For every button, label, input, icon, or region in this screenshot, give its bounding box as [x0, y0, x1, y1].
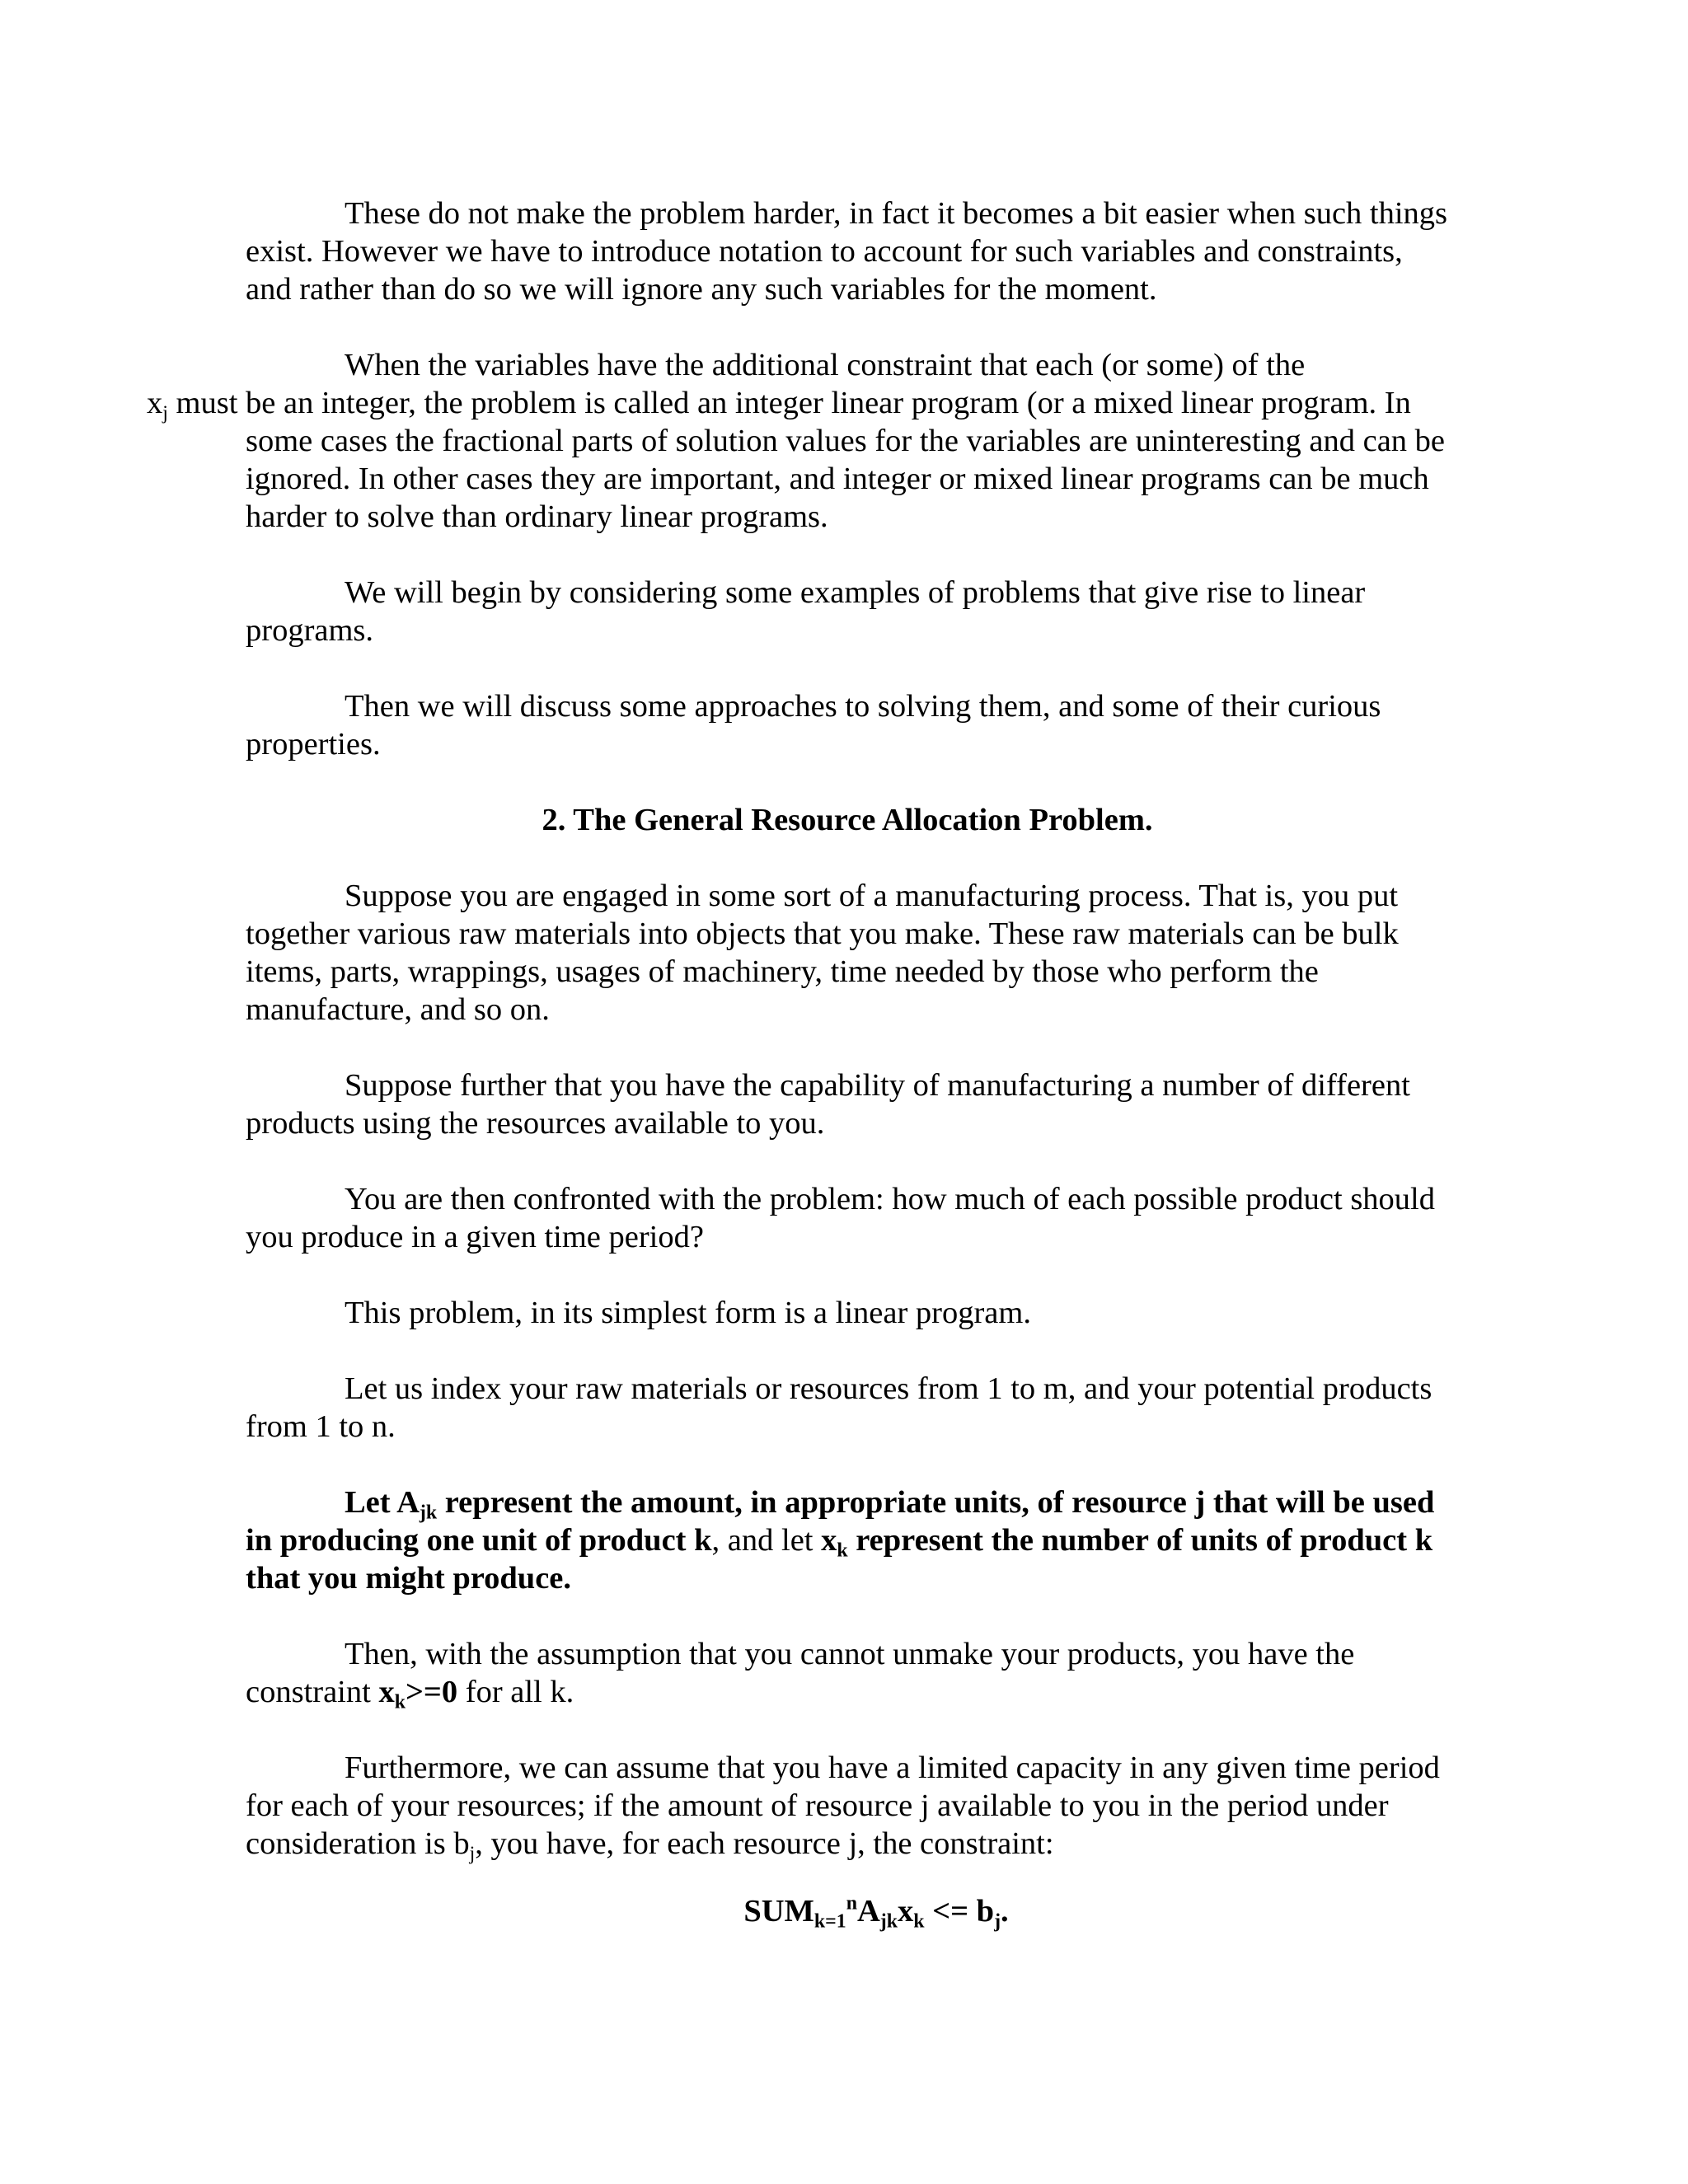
paragraph-7: [246, 1180, 1449, 1256]
formula-sum-lower-bound: k=1: [814, 1910, 846, 1933]
paragraph-10-text-c: , and let: [711, 1523, 822, 1558]
formula-period: .: [1001, 1894, 1009, 1929]
paragraph-4-text: Then we will discuss some approaches to solving them, and some of their curious properties.: [246, 689, 1381, 762]
formula-subscript-k: k: [913, 1910, 925, 1933]
formula-subscript-j: j: [994, 1910, 1001, 1933]
paragraph-6: [246, 1066, 1449, 1142]
paragraph-11: [246, 1635, 1449, 1711]
paragraph-10-text-d: represent the number of units of product k that you might produce.: [246, 1523, 1433, 1596]
formula-A: A: [856, 1894, 880, 1929]
subscript-k: k: [394, 1691, 406, 1713]
formula-leq-b: <= b: [924, 1894, 995, 1929]
formula-x: x: [898, 1894, 914, 1929]
subscript-k: k: [837, 1540, 848, 1562]
paragraph-2: [147, 346, 1449, 536]
formula-subscript-jk: jk: [879, 1910, 898, 1933]
paragraph-1: [246, 194, 1449, 308]
paragraph-2-text-a: When the variables have the additional constraint that each (or some) of the: [345, 348, 1306, 382]
variable-x: x: [147, 386, 163, 420]
paragraph-11-text-a: Then, with the assumption that you cannot unmake your products, you have the constraint: [246, 1637, 1355, 1709]
paragraph-4: [246, 687, 1449, 763]
subscript-j: j: [469, 1843, 476, 1865]
paragraph-12: [246, 1749, 1449, 1863]
variable-x: x: [821, 1523, 837, 1558]
paragraph-1-text: These do not make the problem harder, in fact it becomes a bit easier when such things exist. However we have to introduce notation to account for such variables and constraints, and rather than do so we will ignore any such variables for the moment.: [246, 196, 1448, 307]
paragraph-10: [246, 1483, 1449, 1597]
formula-sum-upper-bound: n: [846, 1892, 857, 1915]
paragraph-2-text-b: must be an integer, the problem is called an integer linear program (or a mixed linear program. In some cases the fractional parts of solution values for the variables are uninteresting and can be ignored. In other cases they are important, and integer or mixed linear programs can be much harder to solve than ordinary linear programs.: [167, 386, 1445, 534]
constraint-geq-zero: >=0: [405, 1675, 458, 1709]
paragraph-10-text-b: represent the amount, in appropriate units, of resource j that will be used in producing one unit of product k: [246, 1485, 1435, 1558]
variable-x: x: [378, 1675, 395, 1709]
paragraph-3: [246, 574, 1449, 649]
paragraph-7-text: You are then confronted with the problem: how much of each possible product should you produce in a given time period?: [246, 1182, 1436, 1254]
paragraph-9: [246, 1370, 1449, 1446]
document-page: [147, 194, 1449, 1933]
paragraph-9-text: Let us index your raw materials or resources from 1 to m, and your potential products from 1 to n.: [246, 1371, 1432, 1444]
paragraph-12-text-a: Furthermore, we can assume that you have a limited capacity in any given time period for each of your resources; if the amount of resource j available to you in the period under consideration is b: [246, 1750, 1440, 1861]
paragraph-8: [246, 1294, 1449, 1332]
paragraph-5: [246, 877, 1449, 1029]
subscript-j: j: [162, 402, 168, 424]
paragraph-6-text: Suppose further that you have the capability of manufacturing a number of different products using the resources available to you.: [246, 1068, 1410, 1141]
resource-constraint-formula: [246, 1892, 1449, 1933]
paragraph-5-text: Suppose you are engaged in some sort of a manufacturing process. That is, you put together various raw materials into objects that you make. These raw materials can be bulk items, parts, wrappings, usages of machinery, time needed by those who perform the manufacture, and so on.: [246, 879, 1399, 1027]
paragraph-11-text-b: for all k.: [457, 1675, 574, 1709]
subscript-jk: jk: [419, 1502, 438, 1524]
formula-sum: SUM: [743, 1894, 814, 1929]
paragraph-10-text-a: Let A: [345, 1485, 420, 1520]
paragraph-12-text-b: , you have, for each resource j, the constraint:: [475, 1826, 1054, 1861]
section-heading: 2. The General Resource Allocation Problem.: [542, 803, 1153, 837]
paragraph-3-text: We will begin by considering some examples of problems that give rise to linear programs.: [246, 575, 1366, 648]
paragraph-8-text: This problem, in its simplest form is a linear program.: [345, 1296, 1031, 1330]
